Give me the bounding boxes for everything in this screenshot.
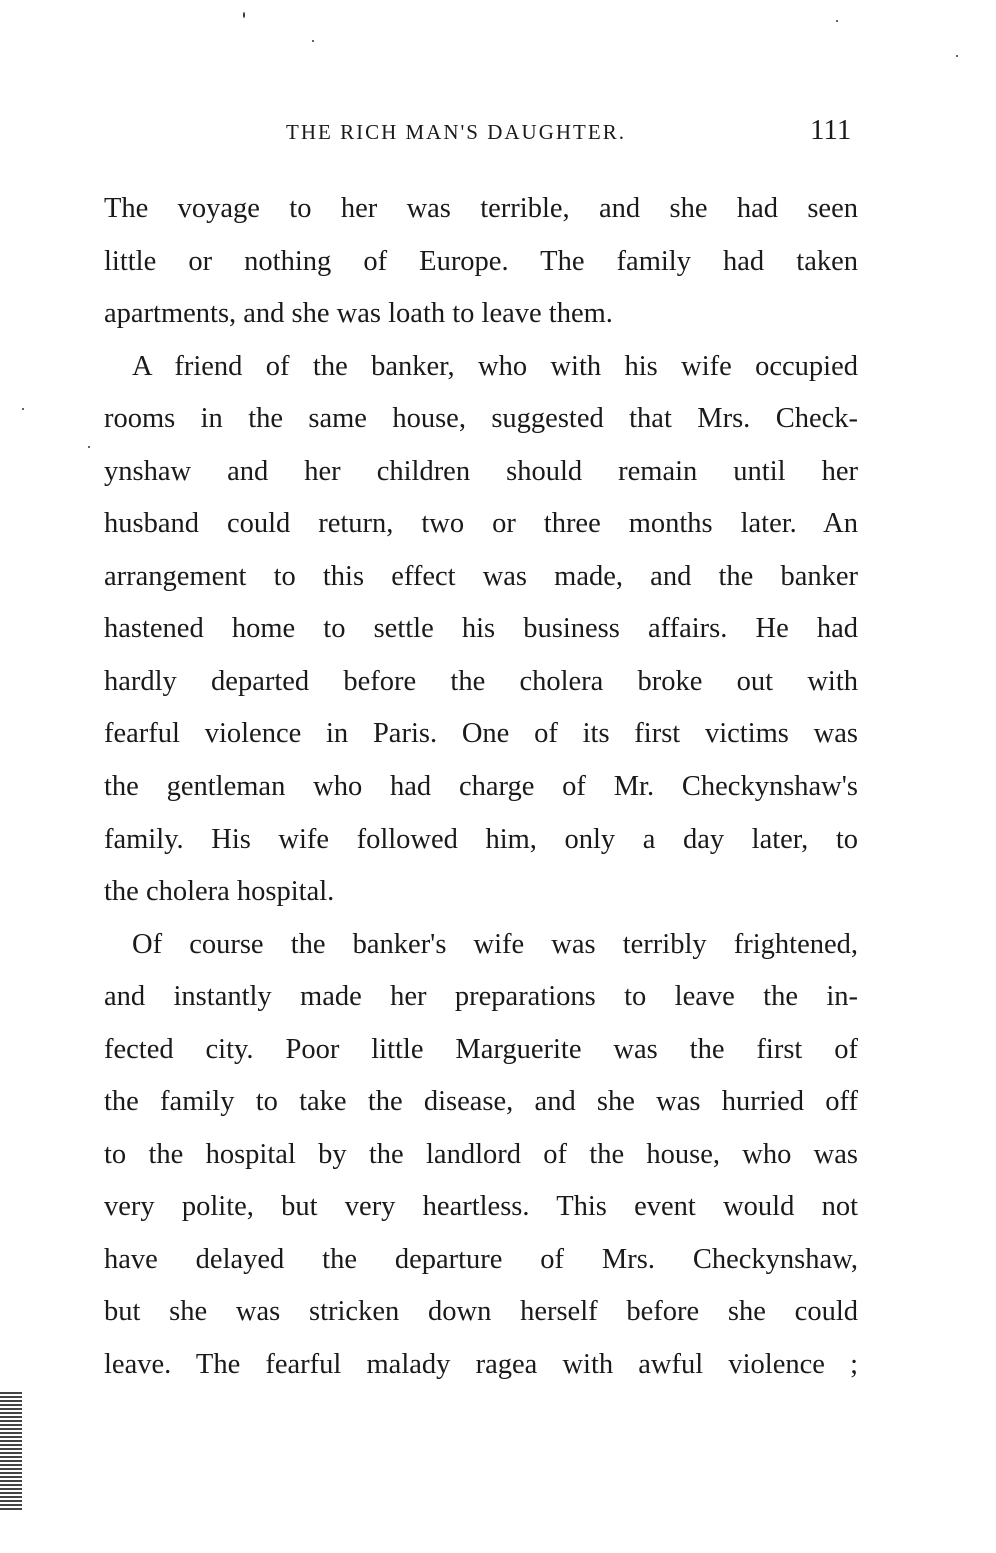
text-line: little or nothing of Europe. The family had taken bbox=[104, 245, 858, 277]
text-line: fected city. Poor little Marguerite was the first of bbox=[104, 1033, 858, 1065]
text-line: ynshaw and her children should remain until her bbox=[104, 455, 858, 487]
text-line: family. His wife followed him, only a day later, to bbox=[104, 823, 858, 855]
scan-speck bbox=[22, 408, 24, 410]
running-head: THE RICH MAN'S DAUGHTER. bbox=[286, 120, 626, 144]
text-line: The voyage to her was terrible, and she had seen bbox=[104, 193, 858, 224]
body-text bbox=[104, 183, 858, 1392]
text-line: rooms in the same house, suggested that Mrs. Check- bbox=[104, 403, 858, 435]
page-number: 111 bbox=[810, 114, 852, 146]
text-line: the gentleman who had charge of Mr. Checkynshaw's bbox=[104, 771, 858, 803]
text-line: apartments, and she was loath to leave them. bbox=[104, 298, 613, 330]
text-line: have delayed the departure of Mrs. Checkynshaw, bbox=[104, 1243, 858, 1275]
page-edge-artifact bbox=[0, 1392, 22, 1512]
text-line: husband could return, two or three months later. An bbox=[104, 508, 858, 540]
text-line: very polite, but very heartless. This event would not bbox=[104, 1191, 858, 1223]
text-line: the cholera hospital. bbox=[104, 876, 335, 908]
scan-speck bbox=[312, 40, 314, 42]
text-line: hardly departed before the cholera broke out with bbox=[104, 665, 858, 697]
text-line: leave. The fearful malady ragea with awful violence ; bbox=[104, 1349, 858, 1381]
paragraph-start-line: A friend of the banker, who with his wife occupied bbox=[132, 350, 858, 382]
text-line: arrangement to this effect was made, and the banker bbox=[104, 560, 858, 592]
text-line: fearful violence in Paris. One of its first victims was bbox=[104, 718, 858, 750]
scan-speck bbox=[243, 12, 245, 18]
paragraph-start-line: Of course the banker's wife was terribly frightened, bbox=[132, 928, 858, 960]
scan-speck bbox=[88, 446, 90, 448]
text-line: and instantly made her preparations to leave the in- bbox=[104, 981, 858, 1013]
page-header bbox=[0, 114, 996, 154]
text-line: the family to take the disease, and she was hurried off bbox=[104, 1086, 858, 1118]
text-line: hastened home to settle his business affairs. He had bbox=[104, 613, 858, 645]
scan-speck bbox=[956, 55, 958, 57]
text-line: but she was stricken down herself before she could bbox=[104, 1296, 858, 1328]
scan-speck bbox=[836, 20, 838, 22]
text-line: to the hospital by the landlord of the house, who was bbox=[104, 1138, 858, 1170]
